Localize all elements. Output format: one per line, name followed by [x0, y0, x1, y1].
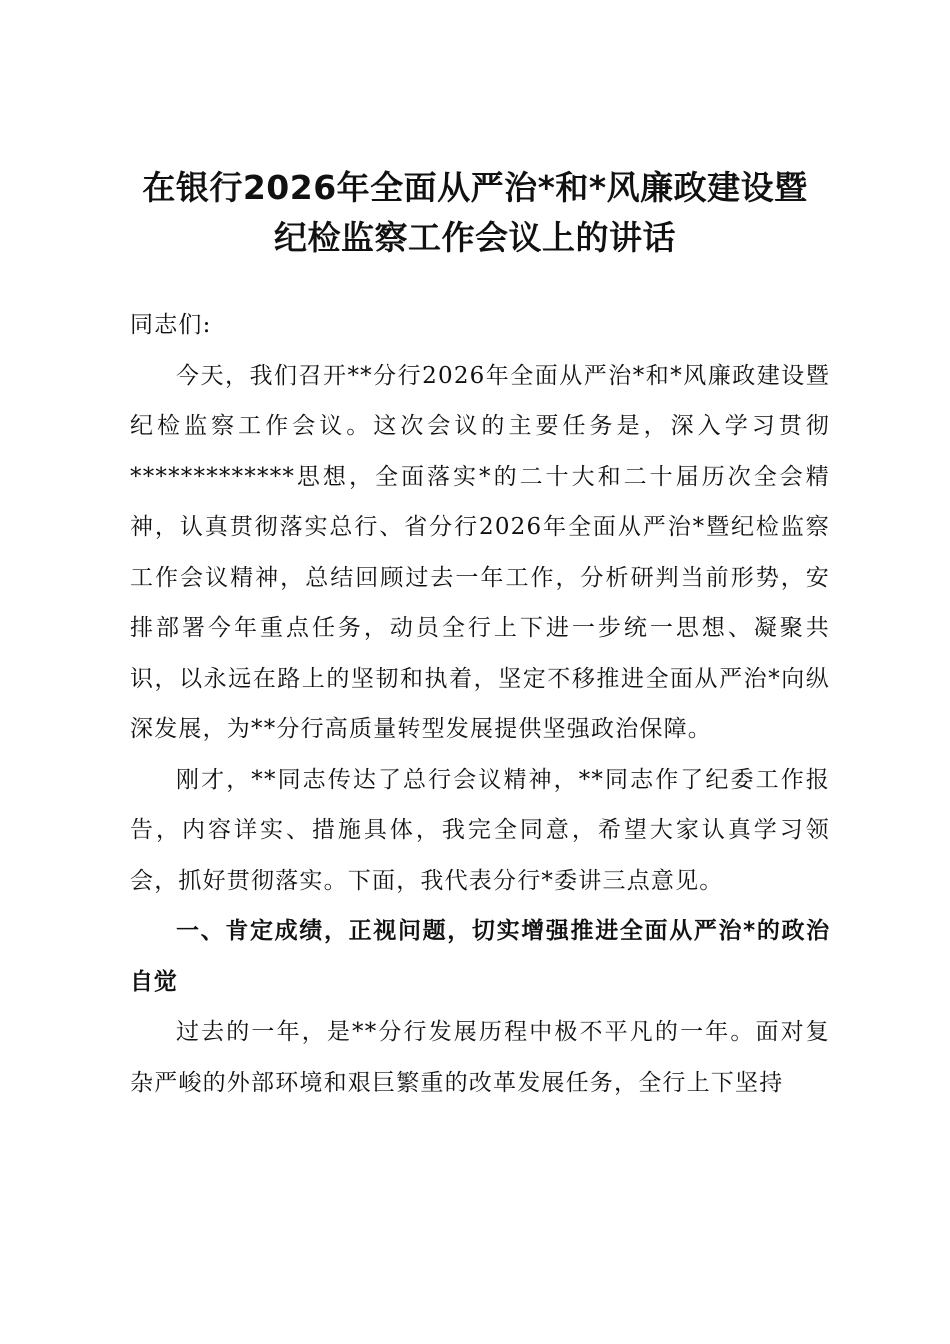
- paragraph-agenda: 刚才，**同志传达了总行会议精神，**同志作了纪委工作报告，内容详实、措施具体，我完全同意，希望大家认真学习领会，抓好贯彻落实。下面，我代表分行*委讲三点意见。: [130, 766, 830, 894]
- salutation: 同志们:: [130, 312, 212, 338]
- section-heading-1: 一、肯定成绩，正视问题，切实增强推进全面从严治*的政治自觉: [130, 918, 830, 995]
- title-line-1: 在银行2026年全面从严治*和*风廉政建设暨: [142, 168, 808, 207]
- paragraph-opening: 今天，我们召开**分行2026年全面从严治*和*风廉政建设暨纪检监察工作会议。这次会议的主要任务是，深入学习贯彻*************思想，全面落实*的二十大和二十届历次全会精神，认真贯彻落实总行、省分行2026年全面从严治*暨纪检监察工作会议精神，总结回顾过去一年工作，分析研判当前形势，安排部署今年重点任务，动员全行上下进一步统一思想、凝聚共识，以永远在路上的坚韧和执着，坚定不移推进全面从严治*向纵深发展，为**分行高质量转型发展提供坚强政治保障。: [130, 362, 830, 742]
- document-body: [130, 300, 830, 1108]
- section-1-paragraph: 过去的一年，是**分行发展历程中极不平凡的一年。面对复杂严峻的外部环境和艰巨繁重的改革发展任务，全行上下坚持: [130, 1019, 830, 1096]
- document-title: [100, 163, 850, 263]
- title-line-2: 纪检监察工作会议上的讲话: [274, 218, 676, 257]
